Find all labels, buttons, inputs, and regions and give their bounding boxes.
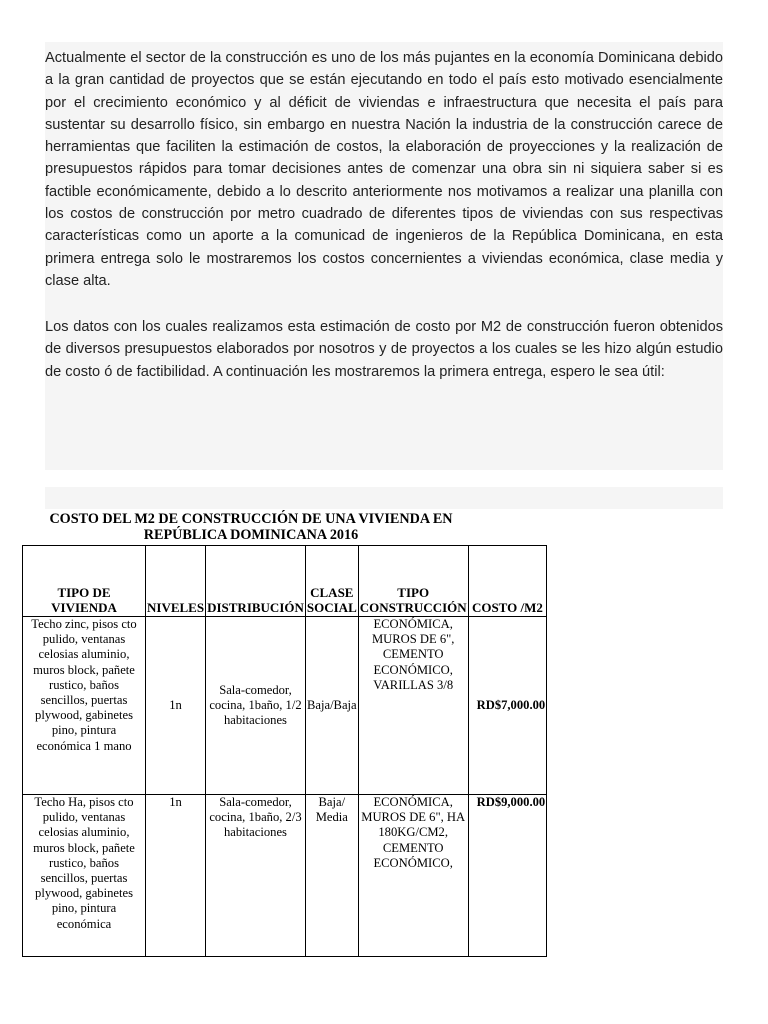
cell-tipo-vivienda: Techo zinc, pisos cto pulido, ventanas celosias aluminio, muros block, pañete rustico, baños sencillos, puertas plywood, gabinetes pino, pintura económica 1 mano (23, 617, 146, 795)
cell-clase-social: Baja/ Media (305, 795, 358, 957)
table-row (23, 617, 547, 795)
cost-table (22, 545, 547, 957)
paragraph-intro: Actualmente el sector de la construcción es uno de los más pujantes en la economía Dominicana debido a la gran cantidad de proyectos que se están ejecutando en todo el país esto motivado esencialmente por el crecimiento económico y al déficit de viviendas e infraestructura que necesita el país para sustentar su desarrollo físico, sin embargo en nuestra Nación la industria de la construcción carece de herramientas que faciliten la estimación de costos, la elaboración de proyecciones y la realización de presupuestos rápidos para tomar decisiones antes de comenzar una obra sin ni siquiera saber si es factible económicamente, debido a lo descrito anteriormente nos motivamos a realizar una planilla con los costos de construcción por metro cuadrado de diferentes tipos de viviendas con sus respectivas características como un aporte a la comunicad de ingenieros de la República Dominicana, en esta primera entrega solo le mostraremos los costos concernientes a viviendas económica, clase media y clase alta. (45, 50, 723, 289)
header-distribucion: DISTRIBUCIÓN (206, 546, 306, 617)
table-row (23, 795, 547, 957)
header-clase-social: CLASE SOCIAL (305, 546, 358, 617)
header-costo: COSTO /M2 (468, 546, 547, 617)
cell-tipo-construccion: ECONÓMICA, MUROS DE 6", CEMENTO ECONÓMICO, VARILLAS 3/8 (358, 617, 468, 795)
cell-costo: RD$7,000.00 (468, 617, 547, 795)
header-tipo-vivienda: TIPO DE VIVIENDA (23, 546, 146, 617)
cell-niveles: 1n (146, 795, 206, 957)
table-title: COSTO DEL M2 DE CONSTRUCCIÓN DE UNA VIVIENDA EN REPÚBLICA DOMINICANA 2016 (49, 511, 453, 543)
cell-distribucion: Sala-comedor, cocina, 1baño, 2/3 habitaciones (206, 795, 306, 957)
cell-niveles: 1n (146, 617, 206, 795)
paragraph-data-source: Los datos con los cuales realizamos esta estimación de costo por M2 de construcción fueron obtenidos de diversos presupuestos elaborados por nosotros y de proyectos a los cuales se les hizo algún estudio de costo ó de factibilidad. A continuación les mostraremos la primera entrega, espero le sea útil: (45, 319, 723, 380)
cell-costo: RD$9,000.00 (468, 795, 547, 957)
cell-distribucion: Sala-comedor, cocina, 1baño, 1/2 habitaciones (206, 617, 306, 795)
header-tipo-construccion: TIPO CONSTRUCCIÓN (358, 546, 468, 617)
header-niveles: NIVELES (146, 546, 206, 617)
separator-bar (45, 487, 723, 509)
table-header-row (23, 546, 547, 617)
cell-tipo-construccion: ECONÓMICA, MUROS DE 6", HA 180KG/CM2, CEMENTO ECONÓMICO, (358, 795, 468, 957)
article-text-block (45, 42, 723, 470)
cell-tipo-vivienda: Techo Ha, pisos cto pulido, ventanas celosias aluminio, muros block, pañete rustico, baños sencillos, puertas plywood, gabinetes pino, pintura económica (23, 795, 146, 957)
cell-clase-social: Baja/Baja (305, 617, 358, 795)
